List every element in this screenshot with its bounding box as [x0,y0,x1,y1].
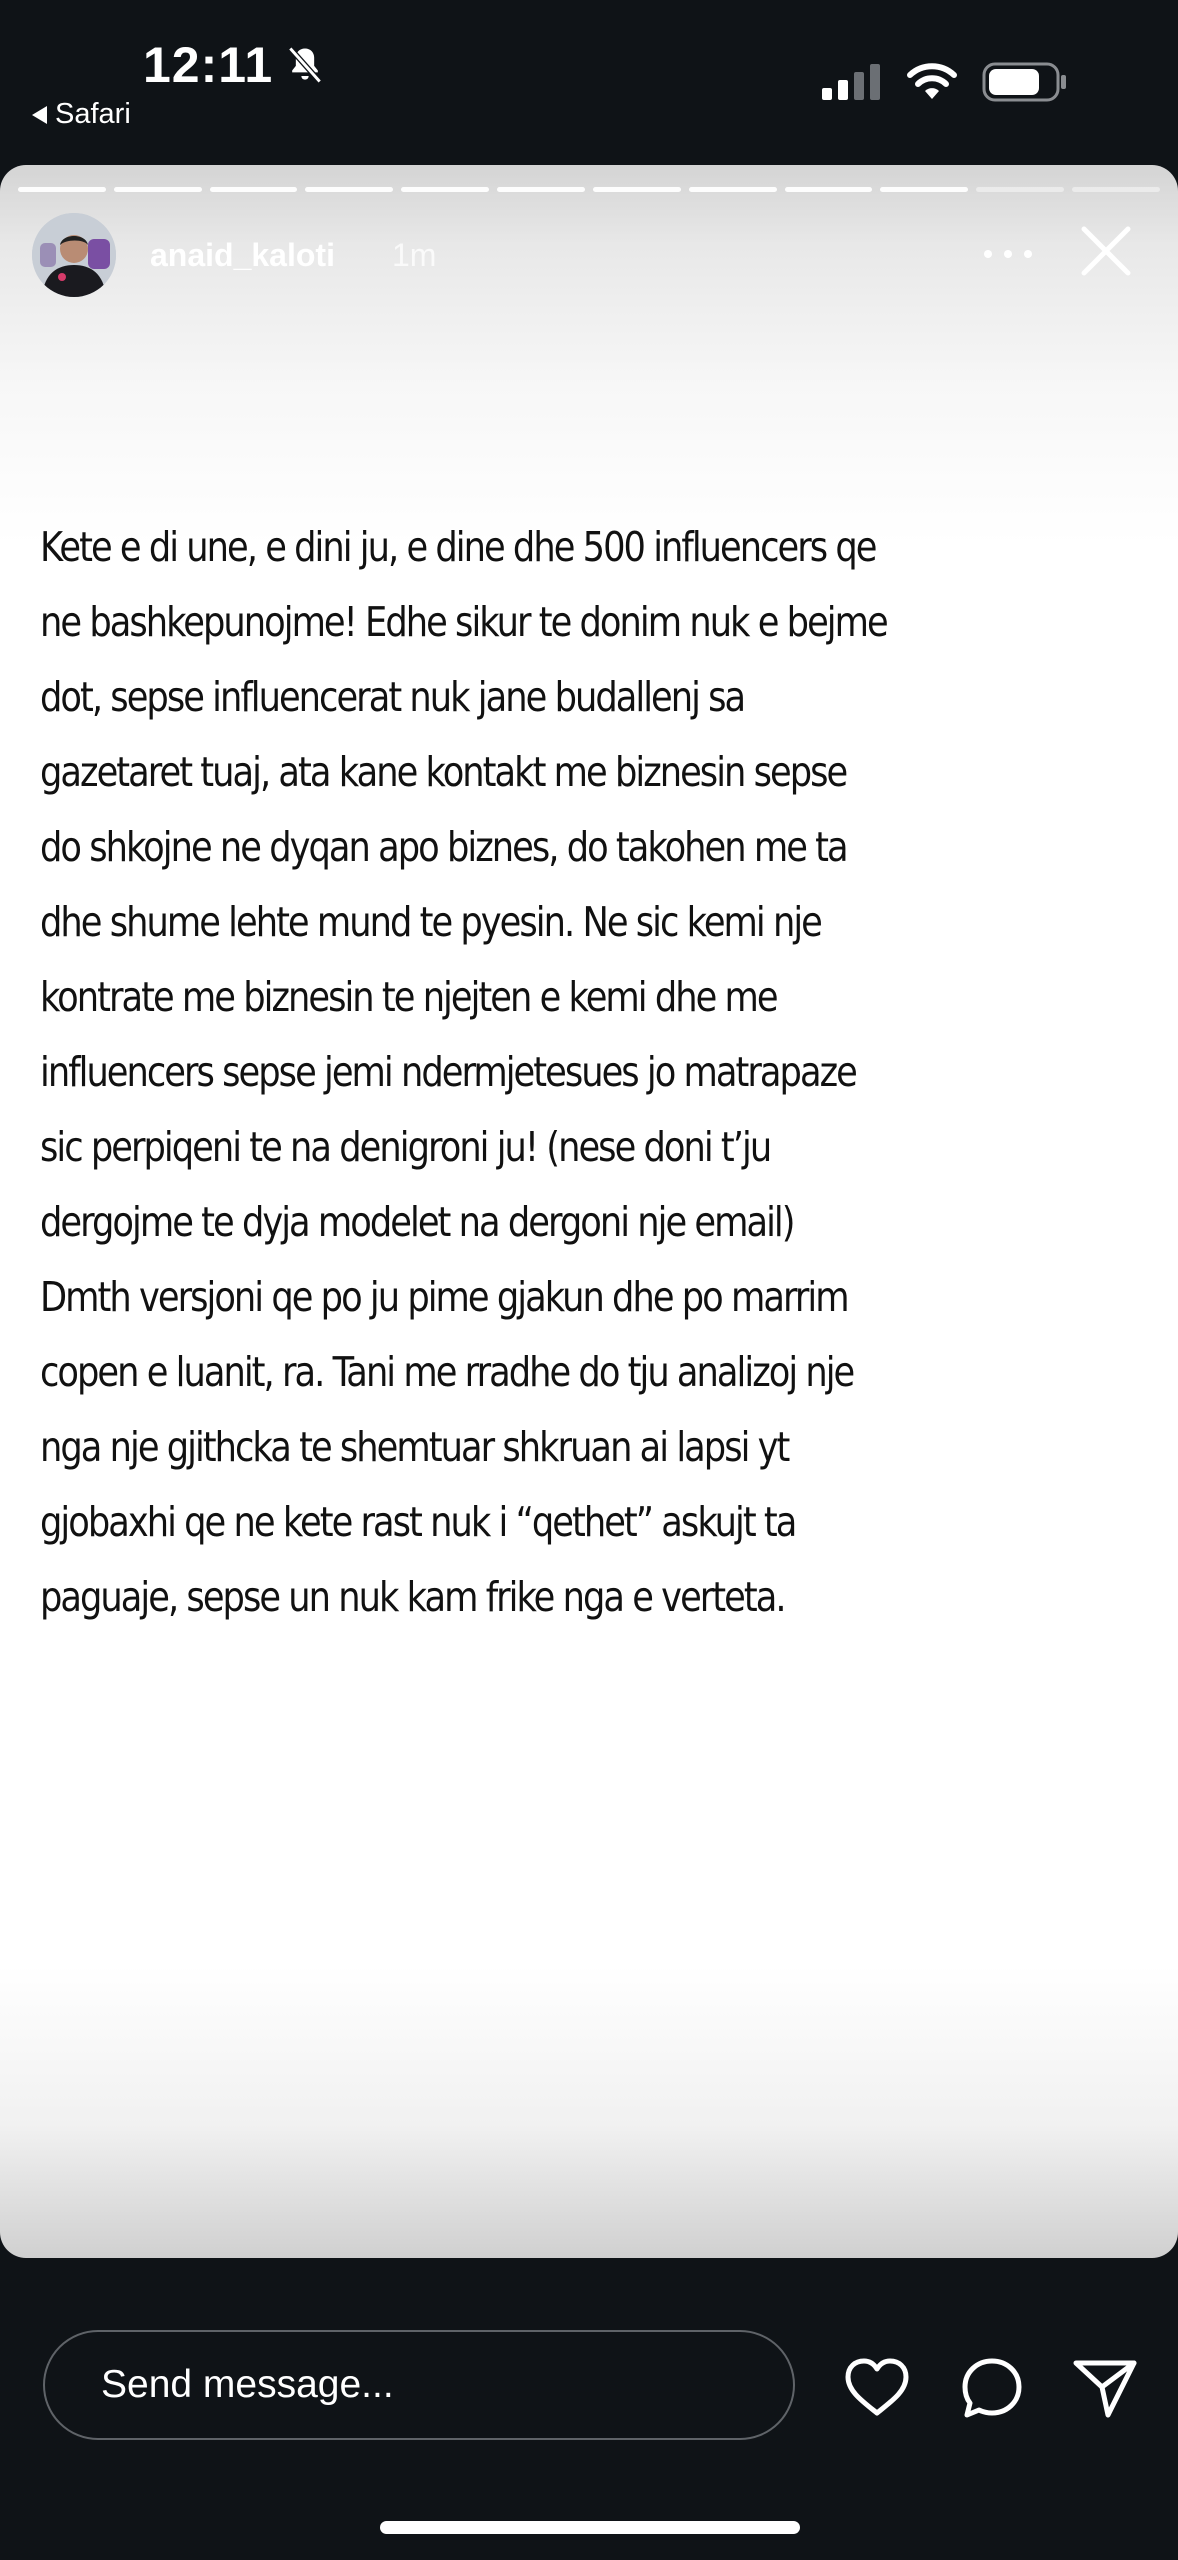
progress-segment [18,187,106,192]
progress-segment [1072,187,1160,192]
story-header [32,213,1160,303]
comment-icon[interactable] [957,2353,1027,2423]
wifi-icon [906,63,958,101]
progress-segment [401,187,489,192]
progress-segment [305,187,393,192]
story-time-ago: 1m [392,237,437,273]
progress-segment [689,187,777,192]
avatar[interactable] [32,213,116,297]
status-bar [0,0,1178,165]
back-arrow-icon [32,106,47,124]
story-viewer[interactable] [0,165,1178,2258]
story-progress [18,187,1160,192]
progress-segment [976,187,1064,192]
close-icon[interactable] [1076,221,1136,281]
story-footer [0,2258,1178,2560]
back-app-label: Safari [55,98,131,130]
story-username[interactable]: anaid_kaloti [150,237,335,273]
system-icons [822,62,1068,102]
progress-segment [210,187,298,192]
send-icon[interactable] [1070,2353,1140,2423]
story-text: Kete e di une, e dini ju, e dine dhe 500 influencers qe ne bashkepunojme! Edhe sikur te donim nuk e bejme dot, sepse influencerat nuk jane budallenj sa gazetaret tuaj, ata kane kontakt me biznesin sepse do shkojne ne dyqan apo biznes, do takohen me ta dhe shume lehte mund te pyesin. Ne sic kemi nje kontrate me biznesin te njejten e kemi dhe me influencers sepse jemi ndermjetesues jo matrapaze sic perpiqeni te na denigroni ju! (nese doni t’ju dergojme te dyja modelet na dergoni nje email) Dmth versjoni qe po ju pime gjakun dhe po marrim copen e luanit, ra. Tani me rradhe do tju analizoj nje nga nje gjithcka te shemtuar shkruan ai lapsi yt gjobaxhi qe ne kete rast nuk i “qethet” askujt ta paguaje, sepse un nuk kam frike nga e verteta. [40,523,887,1621]
signal-icon [822,64,882,100]
avatar-image [32,213,116,297]
progress-segment [880,187,968,192]
progress-segment [785,187,873,192]
send-message-placeholder: Send message... [101,2363,394,2406]
time-label: 12:11 [143,37,274,93]
battery-icon [982,62,1068,102]
send-message-input[interactable] [43,2330,795,2440]
progress-segment [114,187,202,192]
status-time [143,36,327,94]
bell-slash-icon [283,43,327,87]
progress-segment [593,187,681,192]
more-options-icon[interactable] [984,239,1032,269]
back-to-safari[interactable] [32,98,131,131]
home-indicator[interactable] [380,2521,800,2534]
progress-segment [497,187,585,192]
heart-icon[interactable] [842,2353,912,2423]
